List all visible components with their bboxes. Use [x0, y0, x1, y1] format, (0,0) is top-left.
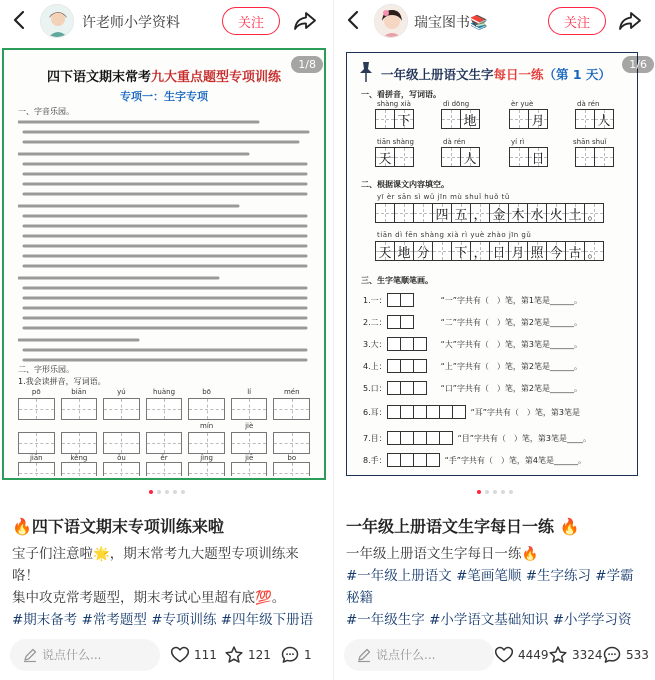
word-grid: 下 [375, 109, 413, 129]
stroke-exercise-row: 3.大： “大” 字共有（ ）笔，第3笔是______。 [363, 337, 582, 351]
comment-count: 1 [304, 648, 312, 662]
pushpin-icon [357, 61, 375, 83]
image-counter: 1/8 [291, 56, 323, 73]
post-title: 一年级上册语文生字每日一练 🔥 [346, 517, 580, 536]
carousel-dot[interactable] [493, 490, 497, 494]
share-icon[interactable] [292, 8, 318, 34]
like-count: 111 [194, 648, 217, 662]
worksheet-instruction: 1.我会读拼音，写词语。 [18, 377, 106, 386]
star-icon [548, 645, 568, 665]
image-counter: 1/6 [622, 56, 654, 73]
stroke-exercise-row: 2.二： “二” 字共有（ ）笔，第2笔是______。 [363, 315, 582, 329]
stroke-exercise-row: 7.目： “目” 字共有（ ）笔，第3笔是____。 [363, 431, 591, 445]
follow-button[interactable]: 关注 [548, 7, 606, 35]
carousel-dot[interactable] [149, 490, 153, 494]
back-chevron-icon[interactable] [8, 8, 32, 32]
pencil-icon [22, 647, 38, 663]
writing-grid-row [18, 432, 310, 454]
word-grid [575, 147, 613, 167]
collect-button[interactable] [224, 645, 271, 665]
carousel-dot[interactable] [485, 490, 489, 494]
carousel-dots [334, 490, 655, 494]
hashtag-line[interactable]: #一年级上册语文 #笔画笔顺 #生字练习 #学霸秘籍 [346, 568, 634, 606]
stroke-exercise-row: 4.上： “上” 字共有（ ）笔，第2笔是______。 [363, 359, 582, 373]
word-grid: 月 [509, 109, 547, 129]
carousel-dots [0, 490, 333, 494]
word-grid: 天 [375, 147, 413, 167]
star-icon [224, 645, 244, 665]
like-count: 4449 [518, 648, 549, 662]
pinyin-row: jiān kěng ǒu ěr jìng jiē bo [29, 454, 297, 462]
word-grid: 地 [441, 109, 479, 129]
carousel-dot[interactable] [157, 490, 161, 494]
author-name[interactable]: 瑞宝图书📚 [414, 15, 488, 31]
comment-bubble-icon [602, 645, 622, 665]
stroke-exercise-row: 6.耳： “耳” 字共有（ ）笔，第3笔是 [363, 405, 580, 419]
comment-bubble-icon [280, 645, 300, 665]
post-body: 一年级上册语文生字每日一练🔥 #一年级上册语文 #笔画笔顺 #生字练习 #学霸秘籍 #一年级生字 #小学语文基础知识 #小学学习资 [346, 543, 645, 631]
word-grid: 人 [575, 109, 613, 129]
text-fill-grid: 天 地 分 下 ， 日 月 照 今 古 。 [375, 241, 603, 261]
stroke-exercise-row: 8.手： “手” 字共有（ ）笔，第4笔是______。 [363, 453, 586, 467]
carousel-dot[interactable] [509, 490, 513, 494]
like-button[interactable] [494, 645, 549, 665]
author-name[interactable]: 许老师小学资料 [82, 15, 180, 31]
hashtag-line[interactable]: #一年级生字 #小学语文基础知识 #小学学习资 [346, 612, 632, 628]
worksheet-image [2, 48, 326, 480]
worksheet-section-heading: 二、根据课文内容填空。 [361, 180, 449, 189]
stroke-exercise-row: 1.一： “一” 字共有（ ）笔，第1笔是______。 [363, 293, 582, 307]
interaction-bar [334, 634, 655, 680]
back-chevron-icon[interactable] [342, 8, 366, 32]
post-image-carousel[interactable] [334, 46, 655, 486]
carousel-dot[interactable] [181, 490, 185, 494]
comment-button[interactable] [602, 645, 649, 665]
follow-button[interactable]: 关注 [222, 7, 280, 35]
like-button[interactable] [170, 645, 217, 665]
worksheet-image: 一年级上册语文生字每日一练（第 1 天） 一、看拼音，写词语。 shàng xià 下 dì dōng 地 èr yuè 月 dà rén 人 tiān shàng 天 dà rén 人 yí rì 日 shān shuǐ 二、根据课文内容填空。 yī èr sān sì wǔ jīn mù shuǐ huǒ tǔ 四 五 ， 金 木 水 火 土 。 tiān dì fēn shàng xià rì yuè zhào jīn gǔ 天 地 分 下 ， 日 月 照 今 古 。 三、生字笔顺笔画。 1.一： “一” 字共有（ ）笔，第1笔是______。 2.二： “二” 字共有（ ）笔，第2笔是______。 3.大： “大” 字共有（ ）笔，第3笔是______。 4.上： “上” 字共有（ ）笔，第2笔是______。 5.口： “口” 字共有（ ）笔，第2笔是______。 6.耳： “耳” 字共有（ ）笔，第3笔是 7.目： “目” 字共有（ ）笔，第3笔是____。 8.手： “手” 字共有（ ）笔，第4笔是______。 [346, 52, 638, 476]
carousel-dot[interactable] [501, 490, 505, 494]
post-header [0, 0, 333, 44]
writing-grid-row [18, 462, 310, 476]
comment-input[interactable]: 说点什么... [10, 639, 160, 671]
worksheet-title: 一年级上册语文生字每日一练（第 1 天） [381, 67, 611, 82]
interaction-bar [0, 634, 333, 680]
share-icon[interactable] [617, 8, 643, 34]
worksheet-section-heading: 三、生字笔顺笔画。 [361, 276, 433, 285]
pinyin-row: pō biān yú huàng bō lí mén [31, 388, 300, 396]
collect-count: 121 [248, 648, 271, 662]
text-fill-grid: 四 五 ， 金 木 水 火 土 。 [375, 203, 603, 223]
author-avatar[interactable] [374, 4, 408, 38]
post-header [334, 0, 655, 44]
post-image-carousel[interactable] [0, 46, 333, 486]
post-title: 🔥四下语文期末专项训练来啦 [12, 517, 224, 536]
carousel-dot[interactable] [477, 490, 481, 494]
comment-count: 533 [626, 648, 649, 662]
worksheet-section-heading: 一、看拼音，写词语。 [361, 90, 441, 99]
worksheet-title: 四下语文期末常考九大重点题型专项训练 [46, 70, 282, 85]
worksheet-subtitle: 专项一：生字专项 [120, 90, 208, 103]
word-grid: 日 [509, 147, 547, 167]
worksheet-section-heading: 二、字形乐园。 [18, 365, 74, 374]
hashtag-line[interactable]: #期末备考 #常考题型 #专项训练 #四年级下册语 [12, 612, 314, 628]
pinyin-row: mín jiè [200, 422, 254, 430]
collect-count: 3324 [572, 648, 603, 662]
stroke-exercise-row: 5.口： “口” 字共有（ ）笔，第2笔是______。 [363, 381, 582, 395]
writing-grid-row [18, 398, 310, 420]
worksheet-text-lines [18, 118, 310, 362]
heart-icon [494, 645, 514, 665]
heart-icon [170, 645, 190, 665]
comment-button[interactable] [280, 645, 312, 665]
carousel-dot[interactable] [165, 490, 169, 494]
carousel-dot[interactable] [173, 490, 177, 494]
comment-input[interactable]: 说点什么... [344, 639, 494, 671]
post-body: 宝子们注意啦🌟，期末常考九大题型专项训练来 咯！ 集中攻克常考题型，期末考试心里超有底💯。 #期末备考 #常考题型 #专项训练 #四年级下册语 [12, 543, 323, 631]
right-post-card [333, 0, 655, 680]
author-avatar[interactable] [40, 4, 74, 38]
collect-button[interactable] [548, 645, 603, 665]
worksheet-section-heading: 一、字音乐园。 [18, 107, 74, 116]
pencil-icon [356, 647, 372, 663]
word-grid: 人 [441, 147, 479, 167]
